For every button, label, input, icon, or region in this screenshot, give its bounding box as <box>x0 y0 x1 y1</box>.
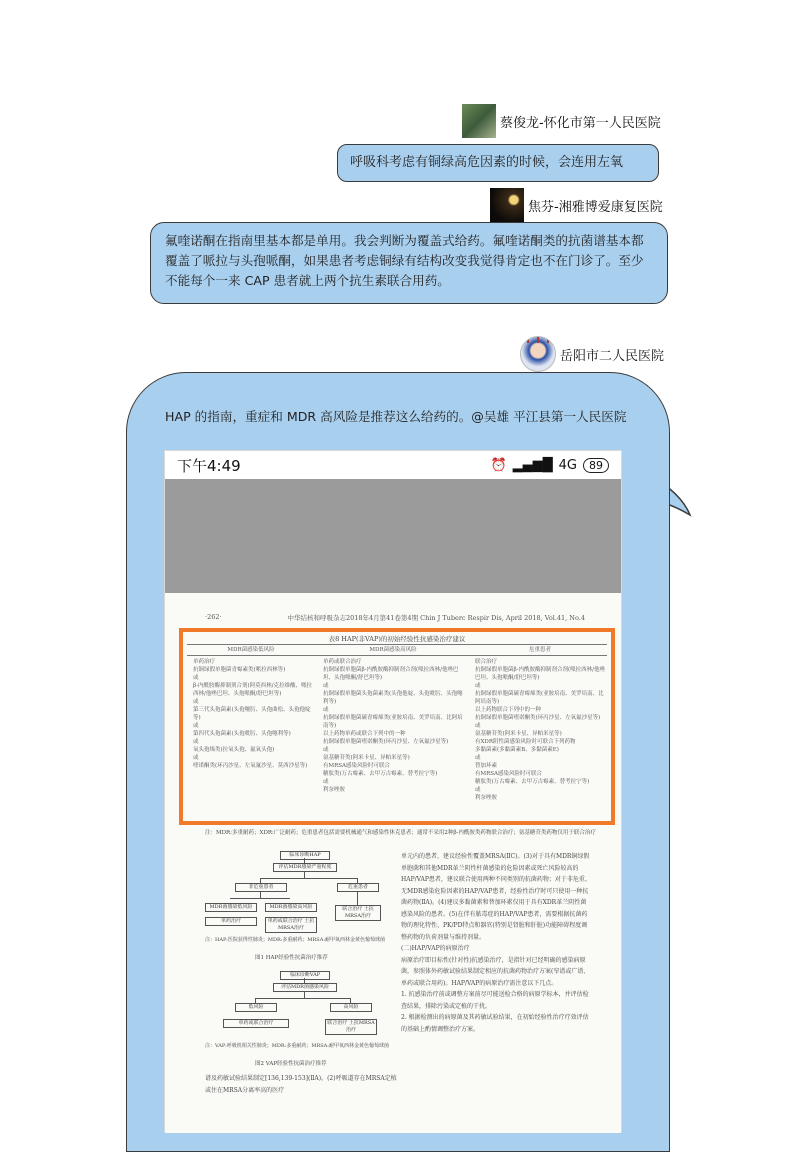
flow-box: 危重患者 <box>337 883 379 892</box>
antler-decoration <box>537 336 549 343</box>
sender-name: 岳阳市二人民医院 <box>560 348 665 364</box>
table-cell: 单药或联合治疗 抗铜绿假单胞菌β-内酰胺酶抑制剂合剂(哌拉西林/他唑巴坦、头孢哌酮/舒巴坦等) 或 抗铜绿假单胞菌头孢菌素类(头孢他啶、头孢吡肟、头孢噻利等) 或 抗铜绿假单胞菌碳青霉烯类(亚胺培南、美罗培南、比阿培南等) 以上药物单药或联合下列中的一种 抗铜绿假单胞菌喹诺酮类(环丙沙星、左氧氟沙星等) 或 氨基糖苷类(阿米卡星、异帕米星等) 有MRSA感染风险时可联合 糖肽类(万古霉素、去甲万古霉素、替考拉宁等) 或 利奈唑胺 <box>323 659 463 793</box>
alarm-icon: ⏰ <box>490 457 507 473</box>
table-col-head: 危重患者 <box>528 647 551 653</box>
flow-box: 临床诊断HAP <box>280 851 330 860</box>
avatar[interactable] <box>520 336 556 372</box>
table-col-head: MDR菌感染高风险 <box>369 647 417 653</box>
image-top-area <box>165 479 621 593</box>
running-header <box>205 613 585 622</box>
flow-box: MDR菌感染高风险 <box>265 903 317 912</box>
message-text: 氟喹诺酮在指南里基本都是单用。我会判断为覆盖式给药。氟喹诺酮类的抗菌谱基本都覆盖了哌拉与头孢哌酮，如果患者考虑铜绿有结构改变我觉得肯定也不在门诊了。至少不能每个一来 CAP 患者就上两个抗生素联合用药。 <box>165 233 644 288</box>
flow-box: 非危重患者 <box>235 883 287 892</box>
table-note: 注：MDR:多重耐药；XDR:广泛耐药；危重患者包括需要机械通气和感染性休克患者；通常不采用2种β-内酰胺类药物联合治疗；氨基糖苷类药物仅用于联合治疗 <box>205 830 596 836</box>
signal-bars-icon: ▂▄▆█ <box>512 457 553 473</box>
battery-icon: 89 <box>583 458 609 473</box>
highlighted-table <box>179 628 615 825</box>
network-label: 4G <box>558 457 577 473</box>
figure-caption: 图2 VAP经验性抗菌治疗推荐 <box>255 1061 327 1067</box>
status-icons <box>490 458 609 473</box>
message-text: HAP 的指南，重症和 MDR 高风险是推荐这么给药的。@吴雄 平江县第一人民医院 <box>165 409 627 424</box>
table-col-head: MDR菌感染低风险 <box>227 647 275 653</box>
flow-box: 低风险 <box>235 1003 277 1012</box>
sender-name: 焦芬-湘雅博爱康复医院 <box>528 199 663 215</box>
sender-row-1 <box>462 104 661 138</box>
table-cell: 联合治疗 抗铜绿假单胞菌β-内酰胺酶抑制剂合剂(哌拉西林/他唑巴坦、头孢哌酮/舒巴坦等) 或 抗铜绿假单胞菌碳青霉烯类(亚胺培南、美罗培南、比阿培南等) 以上药物联合下列中的一种 抗铜绿假单胞菌喹诺酮类(环丙沙星、左氧氟沙星等) 或 氨基糖苷类(阿米卡星、异帕米星等) 有XDR阴性菌感染风险时可联合下列药物 多黏菌素(多黏菌素B、多黏菌素E) 或 替加环素 有MRSA感染风险时可联合 糖肽类(万古霉素、去甲万古霉素、替考拉宁等) 或 利奈唑胺 <box>475 659 606 801</box>
message-bubble-1[interactable] <box>337 144 659 182</box>
figure-note: 注：VAP:呼吸机相关性肺炎；MDR:多重耐药；MRSA:耐甲氧西林金黄色葡萄球菌 <box>205 1043 389 1049</box>
body-text-right: 单元内的患者，建议经验性覆盖MRSA(ⅡC)。(3)对于具有MDR铜绿假单胞菌和其他MDR革兰阴性杆菌感染的危险因素或死亡风险较高的HAP/VAP患者，建议联合使用两种不同类别的抗菌药物；对于非危重、无MDR感染危险因素的HAP/VAP患者，经验性治疗时可只使用一种抗菌药物(ⅡA)。(4)建议多黏菌素和替加环素仅用于具有XDR革兰阴性菌感染风险的患者。(5)在伴有脓毒症的HAP/VAP患者，需要根据抗菌药物的理化特性、PK/PD特点和器官(特别是肾脏和肝脏)功能障碍程度调整药物的负荷剂量与维持剂量。 (二)HAP/VAP的病原治疗 病原治疗即目标性(针对性)抗感染治疗，是指针对已经明确的感染病原菌，参照体外药敏试验结果制定相应的抗菌药物治疗方案(窄谱或广谱、单药或联合用药)。HAP/VAP的病原治疗需注意以下几点。 1. 抗感染治疗前或调整方案前尽可能送检合格的病原学标本，并评估检查结果，排除污染或定植的干扰。 2. 根据检测出的病原菌及其药敏试验结果，在初始经验性治疗疗效评估的基础上酌情调整治疗方案。 <box>401 853 591 1033</box>
page-number: ·262· <box>205 613 222 621</box>
avatar[interactable] <box>490 188 524 222</box>
shared-screenshot[interactable] <box>164 450 622 1132</box>
status-time: 下午4:49 <box>177 456 241 475</box>
flow-box: 评估MDR菌感染风险 <box>273 983 337 992</box>
message-text: 呼吸科考虑有铜绿高危因素的时候，会连用左氧 <box>350 155 624 170</box>
figure-caption: 图1 HAP经验性抗菌治疗推荐 <box>255 955 328 961</box>
flow-box: 单药或联合治疗 <box>223 1019 289 1028</box>
flow-box: 高风险 <box>330 1003 372 1012</box>
flow-box: 单药或联合治疗 土抗MRSA治疗 <box>265 917 317 933</box>
message-bubble-2[interactable] <box>150 222 668 304</box>
phone-status-bar <box>165 451 621 480</box>
sender-row-3 <box>520 336 664 372</box>
flow-box: 临床诊断VAP <box>280 971 330 980</box>
figure-note: 注：HAP:医院获得性肺炎；MDR:多重耐药；MRSA:耐甲氧西林金黄色葡萄球菌 <box>205 937 386 943</box>
table-cell: 单药治疗 抗铜绿假单胞菌青霉素类(哌拉西林等) 或 β-内酰胺酶抑制剂合剂(阿莫西林/克拉维酸、哌拉西林/他唑巴坦、头孢哌酮/舒巴坦等) 或 第三代头孢菌素(头孢噻肟、头孢曲松、头孢他啶等) 或 第四代头孢菌素(头孢吡肟、头孢噻利等) 或 氧头孢烯类(拉氧头孢、氟氧头孢) 或 喹诺酮类(环丙沙星、左氧氟沙星、莫西沙星等) <box>193 659 313 769</box>
flow-box: 联合治疗 土抗MRSA治疗 <box>335 905 381 921</box>
table-caption: 表8 HAP(非VAP)的初始经验性抗感染治疗建议 <box>328 635 466 643</box>
journal-header: 中华结核和呼吸杂志2018年4月第41卷第4期 Chin J Tuberc Respir Dis, April 2018, Vol.41, No.4 <box>287 614 585 622</box>
flow-box: 单药治疗 <box>205 917 257 926</box>
sender-name: 蔡俊龙-怀化市第一人民医院 <box>500 115 661 131</box>
sender-row-2 <box>490 188 663 222</box>
avatar[interactable] <box>462 104 496 138</box>
flow-box: 联合治疗 土抗MRSA治疗 <box>325 1019 377 1035</box>
flow-box: 评估MDR感染严重程度 <box>273 863 337 872</box>
body-text-left: 谱及药敏试验结果制定[136,139-153](ⅡA)。(2)呼吸道存在MRSA定植或住在MRSA分离率高的医疗 <box>205 1075 397 1094</box>
flow-box: MDR菌感染低风险 <box>205 903 257 912</box>
document-page <box>165 593 621 1133</box>
